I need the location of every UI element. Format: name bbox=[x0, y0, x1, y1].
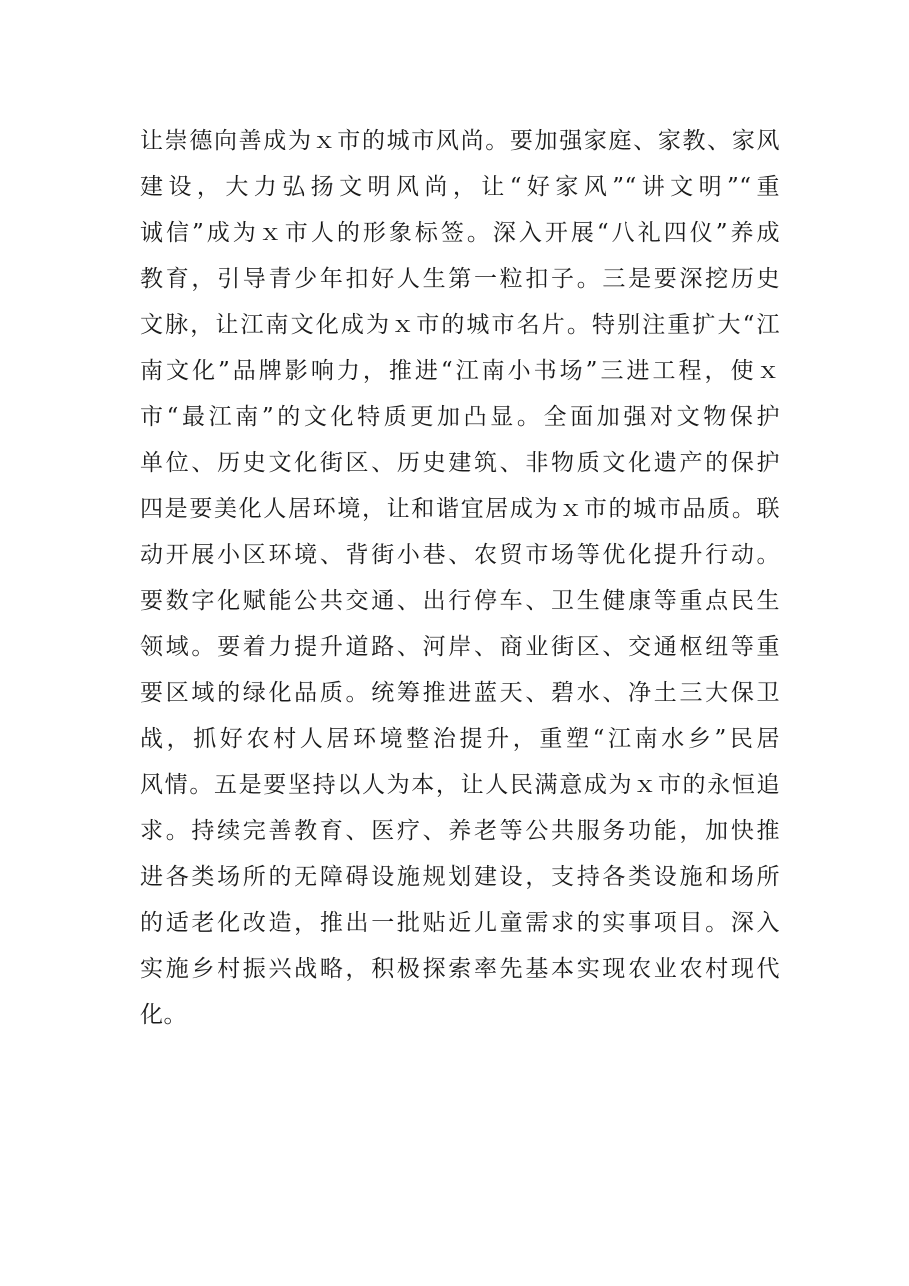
text-line-1: 让崇德向善成为ｘ市的城市风尚。要加强家庭、家教、家风 bbox=[140, 128, 780, 154]
text-line-20: 化。 bbox=[140, 1002, 187, 1028]
text-line-18: 的适老化改造，推出一批贴近儿童需求的实事项目。深入 bbox=[140, 910, 780, 936]
text-line-11: 要数字化赋能公共交通、出行停车、卫生健康等重点民生 bbox=[140, 588, 780, 614]
text-line-15: 风情。五是要坚持以人为本，让人民满意成为ｘ市的永恒追 bbox=[140, 772, 780, 798]
text-line-4: 教育，引导青少年扣好人生第一粒扣子。三是要深挖历史 bbox=[140, 266, 780, 292]
text-line-17: 进各类场所的无障碍设施规划建设，支持各类设施和场所 bbox=[140, 864, 780, 890]
text-line-16: 求。持续完善教育、医疗、养老等公共服务功能，加快推 bbox=[140, 818, 780, 844]
text-line-19: 实施乡村振兴战略，积极探索率先基本实现农业农村现代 bbox=[140, 956, 780, 982]
text-line-12: 领域。要着力提升道路、河岸、商业街区、交通枢纽等重 bbox=[140, 634, 780, 660]
text-line-7: 市“最江南”的文化特质更加凸显。全面加强对文物保护 bbox=[140, 404, 780, 430]
body-paragraph bbox=[140, 118, 780, 1038]
text-line-13: 要区域的绿化品质。统筹推进蓝天、碧水、净土三大保卫 bbox=[140, 680, 780, 706]
text-line-10: 动开展小区环境、背街小巷、农贸市场等优化提升行动。 bbox=[140, 542, 780, 568]
text-line-3: 诚信”成为ｘ市人的形象标签。深入开展“八礼四仪”养成 bbox=[140, 220, 780, 246]
text-line-8: 单位、历史文化街区、历史建筑、非物质文化遗产的保护 bbox=[140, 450, 780, 476]
text-line-6: 南文化”品牌影响力，推进“江南小书场”三进工程，使ｘ bbox=[140, 358, 780, 384]
text-line-5: 文脉，让江南文化成为ｘ市的城市名片。特别注重扩大“江 bbox=[140, 312, 780, 338]
text-line-14: 战，抓好农村人居环境整治提升，重塑“江南水乡”民居 bbox=[140, 726, 780, 752]
text-line-2: 建设，大力弘扬文明风尚，让“好家风”“讲文明”“重 bbox=[140, 174, 780, 200]
text-line-9: 四是要美化人居环境，让和谐宜居成为ｘ市的城市品质。联 bbox=[140, 496, 780, 522]
